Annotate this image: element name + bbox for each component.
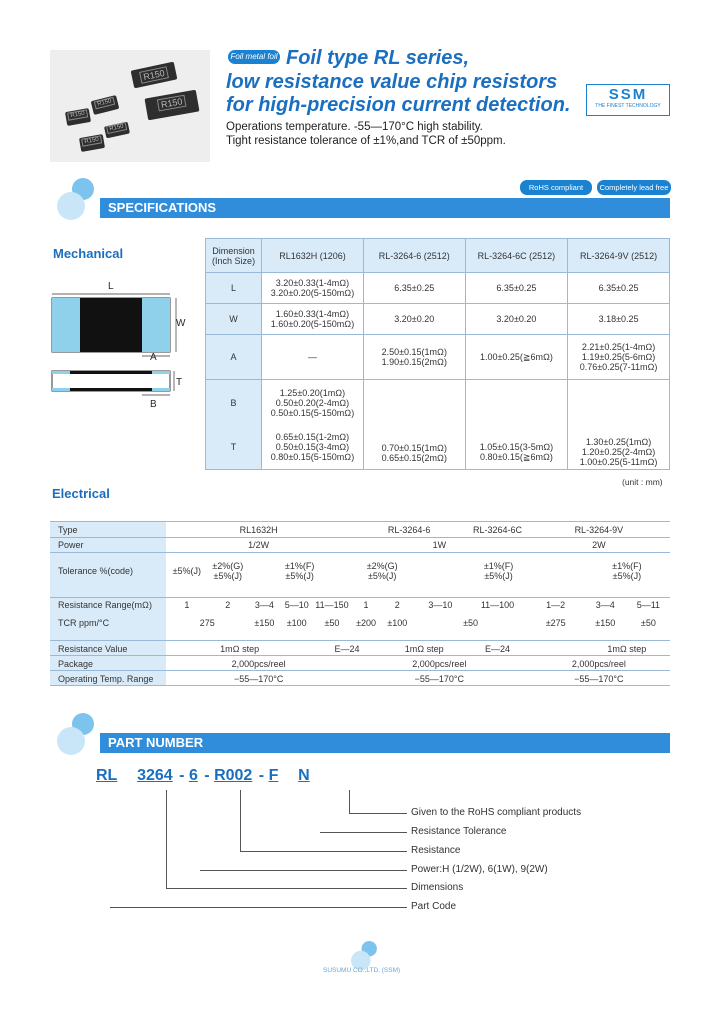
tolerance-cell: ±5%(J) <box>172 566 202 576</box>
code-separator: - <box>258 767 265 784</box>
table-cell <box>262 426 364 470</box>
temp-cell: −55—170°C <box>233 673 284 684</box>
tolerance-cell <box>248 552 351 590</box>
cell-line: 2.50±0.15(1mΩ) <box>381 347 447 357</box>
dim-label-w: W <box>176 318 186 329</box>
table-row <box>206 273 670 304</box>
row-label-b: B <box>206 380 262 426</box>
table-cell: 6.35±0.25 <box>568 273 670 304</box>
range-cell: 3—10 <box>428 599 453 610</box>
logo-text: SSM <box>608 86 648 103</box>
cell-line: ±5%(J) <box>484 571 513 581</box>
cell-line: 2.21±0.25(1-4mΩ) <box>581 342 656 352</box>
part-number-code <box>96 767 312 785</box>
tcr-cell: ±275 <box>545 618 566 628</box>
package-row <box>50 656 670 671</box>
tolerance-label: Tolerance %(code) <box>50 552 166 590</box>
value-cell: E—24 <box>484 643 510 654</box>
code-separator: - <box>204 767 210 784</box>
intro-line-1: Operations temperature. -55—170°C high stability. <box>226 121 483 133</box>
pn-label-dimensions: Dimensions <box>411 882 464 893</box>
code-rohs: N <box>298 767 310 784</box>
cell-line: 3.20±0.33(1-4mΩ) <box>275 278 350 288</box>
type-row <box>50 522 670 537</box>
lead-free-badge: Completely lead free <box>597 180 671 195</box>
type-rl1632h: RL1632H <box>239 524 278 535</box>
table-cell: 3.18±0.25 <box>568 304 670 335</box>
tolerance-row <box>50 552 670 590</box>
title-line-3: for high-precision current detection. <box>226 94 571 116</box>
col-dimension: Dimension (Inch Size) <box>206 239 262 273</box>
table-cell: 6.35±0.25 <box>363 273 465 304</box>
code-separator: - <box>179 767 185 784</box>
type-label: Type <box>50 522 166 537</box>
cell-line: 1.05±0.15(3-5mΩ) <box>479 442 554 452</box>
cell-line: 0.76±0.25(7-11mΩ) <box>579 362 658 372</box>
chip-image <box>79 134 105 152</box>
mechanical-title: Mechanical <box>53 246 124 261</box>
cell-line: 0.70±0.15(1mΩ) <box>381 443 447 453</box>
row-label-l: L <box>206 273 262 304</box>
value-row <box>50 641 670 656</box>
chip-image <box>65 108 91 126</box>
temp-cell: −55—170°C <box>574 673 624 684</box>
chip-label: R150 <box>81 135 102 146</box>
cell-line: 0.80±0.15(5-150mΩ) <box>270 452 355 463</box>
electrical-table <box>50 522 670 686</box>
package-cell: 2,000pcs/reel <box>412 658 467 669</box>
table-cell: 6.35±0.25 <box>465 273 567 304</box>
table-cell <box>568 335 670 380</box>
chip-label: R150 <box>106 122 128 134</box>
power-value: 2W <box>592 539 606 550</box>
electrical-title: Electrical <box>52 486 110 501</box>
cell-line: 1.25±0.20(1mΩ) <box>279 387 346 398</box>
chip-image <box>144 90 199 121</box>
footer-logo-decoration <box>348 941 383 969</box>
code-dimensions: 3264 <box>137 767 173 784</box>
section-decoration <box>52 713 102 753</box>
col-rl3264-9v: RL-3264-9V (2512) <box>568 239 670 273</box>
tcr-row <box>50 612 670 634</box>
col-rl1632h: RL1632H (1206) <box>262 239 364 273</box>
table-cell: 3.20±0.20 <box>363 304 465 335</box>
range-cell: 1 <box>363 599 369 610</box>
package-cell: 2,000pcs/reel <box>231 658 286 669</box>
table-cell: — <box>262 335 364 380</box>
col-rl3264-6: RL-3264-6 (2512) <box>363 239 465 273</box>
section-decoration <box>52 178 102 218</box>
tolerance-cell <box>584 552 670 590</box>
code-power: 6 <box>188 767 198 784</box>
logo-tagline: THE FINEST TECHNOLOGY <box>595 103 661 109</box>
table-cell <box>262 304 364 335</box>
pn-label-power: Power:H (1/2W), 6(1W), 9(2W) <box>411 864 548 875</box>
intro-line-2: Tight resistance tolerance of ±1%,and TCR of ±50ppm. <box>226 135 506 147</box>
range-cell: 1—2 <box>546 599 566 610</box>
mechanical-drawing <box>38 276 194 416</box>
product-photo <box>50 50 210 162</box>
tcr-cell: 275 <box>199 618 215 628</box>
table-cell <box>568 380 670 470</box>
dim-label-b: B <box>150 399 157 410</box>
footer-company: SUSUMU CO.,LTD. (SSM) <box>323 967 401 974</box>
tcr-cell: ±50 <box>463 618 479 628</box>
cell-line: 1.19±0.25(5-6mΩ) <box>581 352 656 362</box>
cell-line: ±2%(G) <box>366 561 398 571</box>
title-line-1: Foil type RL series, <box>286 47 470 69</box>
cell-line: ±5%(J) <box>612 571 642 581</box>
range-label: Resistance Range(mΩ) <box>50 597 166 612</box>
table-cell <box>262 380 364 426</box>
value-cell: E—24 <box>334 643 360 654</box>
cell-line: 1.20±0.25(2-4mΩ) <box>581 447 656 457</box>
tcr-cell: ±100 <box>387 618 408 628</box>
company-logo <box>586 84 670 116</box>
specifications-header: SPECIFICATIONS <box>100 198 670 218</box>
cell-line: 0.50±0.15(3-4mΩ) <box>275 442 350 453</box>
cell-line: 1.00±0.25(5-11mΩ) <box>579 457 658 467</box>
type-rl3264-6c: RL-3264-6C <box>472 524 523 535</box>
table-cell <box>262 273 364 304</box>
range-cell: 2 <box>394 599 400 610</box>
table-row <box>206 380 670 426</box>
power-value: 1W <box>432 539 447 550</box>
chip-image <box>104 122 130 139</box>
dim-label-t: T <box>176 377 183 388</box>
title-line-2: low resistance value chip resistors <box>226 71 558 93</box>
tcr-cell: ±150 <box>595 618 616 628</box>
cell-line: ±1%(F) <box>284 561 315 571</box>
cell-line: ±1%(F) <box>612 561 642 571</box>
cell-line: 1.30±0.25(1mΩ) <box>585 437 652 447</box>
new-product-badge: Foil metal foil <box>228 50 280 64</box>
chip-label: R150 <box>139 66 168 83</box>
cell-line: ±5%(J) <box>213 571 242 581</box>
table-cell <box>465 380 567 470</box>
row-label-t: T <box>206 426 262 470</box>
value-cell: 1mΩ step <box>220 643 260 654</box>
table-header-row <box>206 239 670 273</box>
cell-line: 3.20±0.20(5-150mΩ) <box>270 288 355 298</box>
tcr-cell: ±150 <box>254 618 275 628</box>
row-label-a: A <box>206 335 262 380</box>
tcr-label: TCR ppm/°C <box>50 612 166 634</box>
tcr-cell: ±100 <box>286 618 307 628</box>
code-resistance: R002 <box>214 767 253 784</box>
pn-label-rohs: Given to the RoHS compliant products <box>411 807 582 818</box>
unit-note: (unit : mm) <box>622 477 663 487</box>
chip-image <box>91 95 120 115</box>
cell-line: 0.50±0.20(2-4mΩ) <box>275 397 350 408</box>
tcr-cell: ±200 <box>356 618 377 628</box>
power-value: 1/2W <box>248 539 270 550</box>
table-cell <box>363 335 465 380</box>
range-cell: 1 <box>184 599 190 610</box>
range-cell: 3—4 <box>595 599 615 610</box>
table-row <box>206 335 670 380</box>
code-series: RL <box>96 767 118 784</box>
rohs-badge: RoHS compliant <box>520 180 592 195</box>
temp-row <box>50 671 670 686</box>
temp-cell: −55—170°C <box>414 673 465 684</box>
cell-line: 0.80±0.15(≧6mΩ) <box>479 452 553 462</box>
tolerance-cell <box>351 552 413 590</box>
tcr-cell: ±50 <box>640 618 656 628</box>
range-cell: 5—10 <box>284 599 309 610</box>
table-cell: 3.20±0.20 <box>465 304 567 335</box>
cell-line: ±5%(J) <box>367 571 397 581</box>
value-cell: 1mΩ step <box>607 643 647 654</box>
row-label-w: W <box>206 304 262 335</box>
range-row <box>50 597 670 612</box>
package-cell: 2,000pcs/reel <box>571 658 626 669</box>
pn-label-tolerance: Resistance Tolerance <box>411 826 507 837</box>
cell-line: 0.65±0.15(1-2mΩ) <box>275 432 350 443</box>
cell-line: 1.60±0.20(5-150mΩ) <box>270 319 355 329</box>
dim-label-a: A <box>150 352 157 363</box>
tolerance-cell <box>207 552 248 590</box>
chip-image <box>131 62 178 89</box>
chip-label: R150 <box>67 109 88 120</box>
range-cell: 2 <box>225 599 231 610</box>
temp-label: Operating Temp. Range <box>50 671 166 686</box>
power-row <box>50 537 670 552</box>
mechanical-table <box>205 238 670 470</box>
cell-line: 1.60±0.33(1-4mΩ) <box>275 309 350 319</box>
cell-line: 0.50±0.15(5-150mΩ) <box>270 407 355 418</box>
col-rl3264-6c: RL-3264-6C (2512) <box>465 239 567 273</box>
range-cell: 11—150 <box>315 599 349 610</box>
value-cell: 1mΩ step <box>404 643 444 654</box>
power-label: Power <box>50 537 166 552</box>
tcr-cell: ±50 <box>324 618 340 628</box>
pn-label-resistance: Resistance <box>411 845 461 856</box>
cell-line: ±2%(G) <box>212 561 244 571</box>
dim-label-l: L <box>108 281 114 292</box>
table-cell: 1.00±0.25(≧6mΩ) <box>465 335 567 380</box>
table-row <box>206 304 670 335</box>
type-rl3264-9v: RL-3264-9V <box>574 524 624 535</box>
range-cell: 11—100 <box>480 599 515 610</box>
package-label: Package <box>50 656 166 671</box>
tolerance-cell <box>413 552 583 590</box>
cell-line: ±5%(J) <box>285 571 314 581</box>
pn-label-part-code: Part Code <box>411 901 457 912</box>
cell-line: 0.65±0.15(2mΩ) <box>381 453 447 463</box>
table-cell <box>363 380 465 470</box>
chip-label: R150 <box>157 95 186 112</box>
range-cell: 5—11 <box>636 599 661 610</box>
part-number-header: PART NUMBER <box>100 733 670 753</box>
cell-line: ±1%(F) <box>483 561 514 571</box>
chip-label: R150 <box>94 97 116 110</box>
type-rl3264-6: RL-3264-6 <box>387 524 431 535</box>
value-label: Resistance Value <box>50 641 166 656</box>
cell-line: 1.90±0.15(2mΩ) <box>381 357 447 367</box>
range-cell: 3—4 <box>254 599 274 610</box>
code-tolerance: F <box>268 767 279 784</box>
